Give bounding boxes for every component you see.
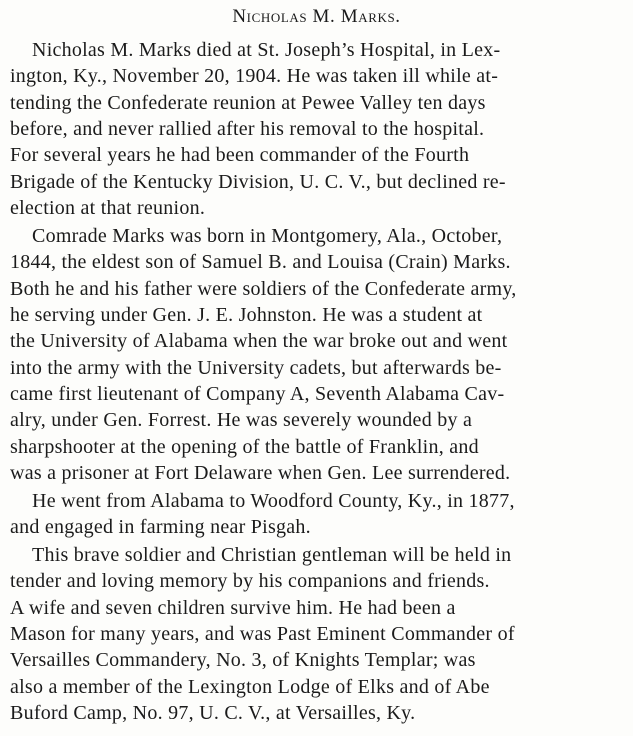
text-line: came first lieutenant of Company A, Seventh Alabama Cav-: [10, 383, 505, 405]
text-line: the University of Alabama when the war broke out and went: [10, 330, 508, 352]
text-line: For several years he had been commander of the Fourth: [10, 144, 470, 166]
text-line: alry, under Gen. Forrest. He was severely wounded by a: [10, 409, 473, 431]
text-line: A wife and seven children survive him. He had been a: [10, 597, 456, 619]
text-line: Mason for many years, and was Past Eminent Commander of: [10, 623, 515, 645]
text-line: Brigade of the Kentucky Division, U. C. V., but declined re-: [10, 171, 506, 193]
text-line: tender and loving memory by his companions and friends.: [10, 570, 490, 592]
text-line: He went from Alabama to Woodford County, Ky., in 1877,: [32, 490, 515, 512]
article-heading: Nicholas M. Marks.: [232, 6, 401, 27]
text-line: into the army with the University cadets, but afterwards be-: [10, 357, 502, 379]
text-line: Versailles Commandery, No. 3, of Knights Templar; was: [10, 649, 476, 671]
text-line: before, and never rallied after his removal to the hospital.: [10, 118, 485, 140]
text-line: 1844, the eldest son of Samuel B. and Louisa (Crain) Marks.: [10, 251, 511, 273]
text-line: Both he and his father were soldiers of the Confederate army,: [10, 278, 517, 300]
text-line: also a member of the Lexington Lodge of Elks and of Abe: [10, 676, 490, 698]
text-line: sharpshooter at the opening of the battle of Franklin, and: [10, 436, 479, 458]
text-line: and engaged in farming near Pisgah.: [10, 516, 311, 538]
text-line: This brave soldier and Christian gentleman will be held in: [32, 544, 512, 566]
text-line: Comrade Marks was born in Montgomery, Ala., October,: [32, 225, 503, 247]
text-line: tending the Confederate reunion at Pewee Valley ten days: [10, 92, 486, 114]
text-line: ington, Ky., November 20, 1904. He was taken ill while at-: [10, 65, 499, 87]
text-line: election at that reunion.: [10, 197, 206, 219]
text-line: he serving under Gen. J. E. Johnston. He was a student at: [10, 304, 483, 326]
text-line: Nicholas M. Marks died at St. Joseph’s Hospital, in Lex-: [32, 39, 501, 61]
text-line: Buford Camp, No. 97, U. C. V., at Versailles, Ky.: [10, 702, 416, 724]
text-line: was a prisoner at Fort Delaware when Gen. Lee surrendered.: [10, 462, 511, 484]
